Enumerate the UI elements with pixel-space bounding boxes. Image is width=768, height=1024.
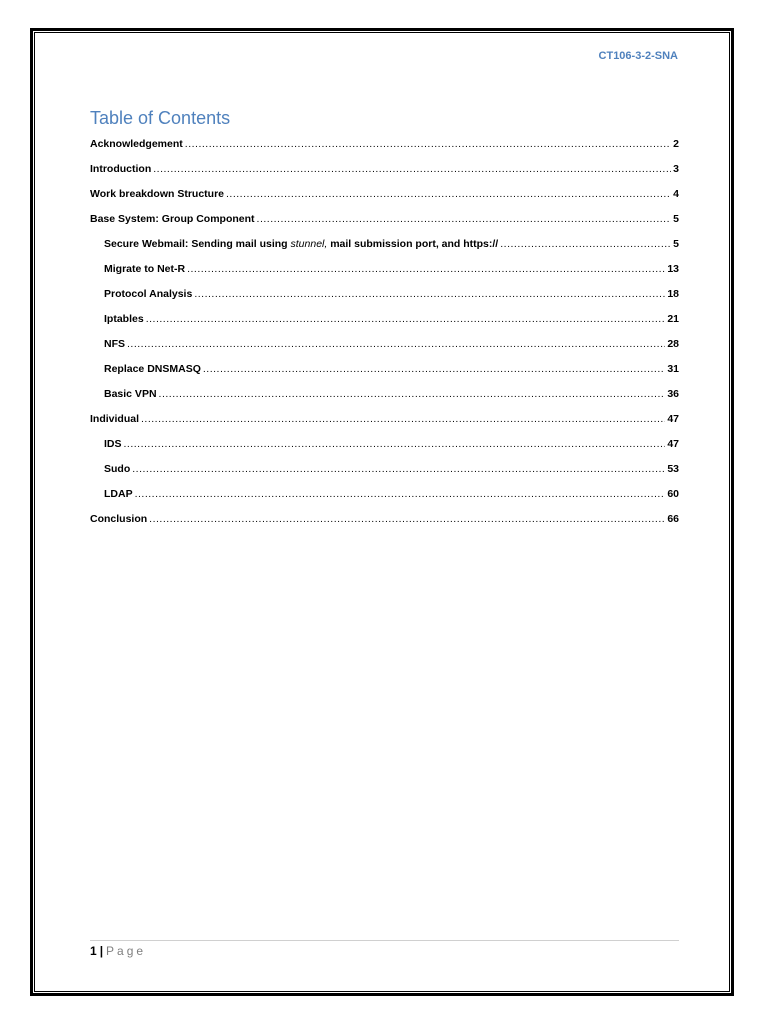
toc-entry-label: Conclusion — [90, 513, 148, 525]
toc-entry-page: 66 — [667, 513, 679, 525]
table-of-contents — [90, 138, 679, 538]
toc-entry-label: Iptables — [104, 313, 144, 325]
toc-entry-page: 47 — [667, 413, 679, 425]
toc-subentry[interactable] — [90, 313, 679, 338]
toc-leader-dots — [141, 413, 665, 425]
toc-entry-page: 18 — [667, 288, 679, 300]
toc-entry-page: 31 — [667, 363, 679, 375]
toc-subentry[interactable] — [90, 488, 679, 513]
footer-page-word: Page — [106, 944, 147, 958]
toc-entry-label: NFS — [104, 338, 125, 350]
toc-leader-dots — [149, 513, 665, 525]
toc-label-italic: stunnel, — [290, 238, 328, 250]
toc-entry-label: Migrate to Net-R — [104, 263, 186, 275]
toc-leader-dots — [500, 238, 671, 250]
toc-label-part: Secure Webmail: Sending mail using — [104, 238, 291, 250]
toc-leader-dots — [132, 463, 665, 475]
toc-entry-page: 5 — [673, 213, 679, 225]
toc-entry[interactable] — [90, 188, 679, 213]
toc-entry-page: 21 — [667, 313, 679, 325]
toc-entry-label — [104, 238, 498, 250]
toc-leader-dots — [124, 438, 666, 450]
toc-entry-page: 36 — [667, 388, 679, 400]
document-code: CT106-3-2-SNA — [598, 50, 678, 62]
toc-entry-page: 47 — [667, 438, 679, 450]
toc-leader-dots — [185, 138, 671, 150]
toc-subentry[interactable] — [90, 338, 679, 363]
toc-entry[interactable] — [90, 413, 679, 438]
toc-leader-dots — [135, 488, 666, 500]
toc-leader-dots — [127, 338, 665, 350]
toc-leader-dots — [257, 213, 672, 225]
toc-entry[interactable] — [90, 213, 679, 238]
toc-entry-label: Work breakdown Structure — [90, 188, 224, 200]
toc-entry-page: 2 — [673, 138, 679, 150]
toc-entry-label: Protocol Analysis — [104, 288, 193, 300]
toc-entry-label: LDAP — [104, 488, 133, 500]
toc-entry-page: 4 — [673, 188, 679, 200]
toc-subentry[interactable] — [90, 363, 679, 388]
toc-entry-page: 3 — [673, 163, 679, 175]
toc-entry-page: 13 — [667, 263, 679, 275]
footer-separator: | — [99, 944, 104, 958]
toc-entry-page: 60 — [667, 488, 679, 500]
toc-entry-label: Acknowledgement — [90, 138, 183, 150]
toc-entry-label: Individual — [90, 413, 140, 425]
toc-title: Table of Contents — [90, 108, 231, 128]
footer-page-number: 1 — [90, 944, 97, 958]
toc-leader-dots — [226, 188, 671, 200]
toc-subentry[interactable] — [90, 288, 679, 313]
toc-entry-page: 53 — [667, 463, 679, 475]
toc-leader-dots — [187, 263, 665, 275]
toc-leader-dots — [146, 313, 666, 325]
toc-subentry[interactable] — [90, 263, 679, 288]
toc-leader-dots — [203, 363, 665, 375]
footer-divider — [90, 940, 679, 941]
toc-subentry[interactable] — [90, 438, 679, 463]
toc-entry[interactable] — [90, 513, 679, 538]
toc-entry[interactable] — [90, 138, 679, 163]
toc-entry-label: Replace DNSMASQ — [104, 363, 201, 375]
toc-leader-dots — [159, 388, 666, 400]
toc-leader-dots — [153, 163, 671, 175]
toc-entry-label: IDS — [104, 438, 122, 450]
page-footer — [90, 944, 146, 958]
toc-subentry[interactable] — [90, 463, 679, 488]
toc-entry-page: 5 — [673, 238, 679, 250]
toc-entry-label: Base System: Group Component — [90, 213, 255, 225]
toc-label-part: mail submission port, and https:// — [327, 238, 499, 250]
toc-leader-dots — [194, 288, 665, 300]
toc-entry-label: Sudo — [104, 463, 131, 475]
toc-entry[interactable] — [90, 163, 679, 188]
toc-entry-page: 28 — [667, 338, 679, 350]
toc-subentry[interactable] — [90, 388, 679, 413]
toc-entry-label: Basic VPN — [104, 388, 157, 400]
toc-subentry[interactable] — [90, 238, 679, 263]
toc-entry-label: Introduction — [90, 163, 152, 175]
